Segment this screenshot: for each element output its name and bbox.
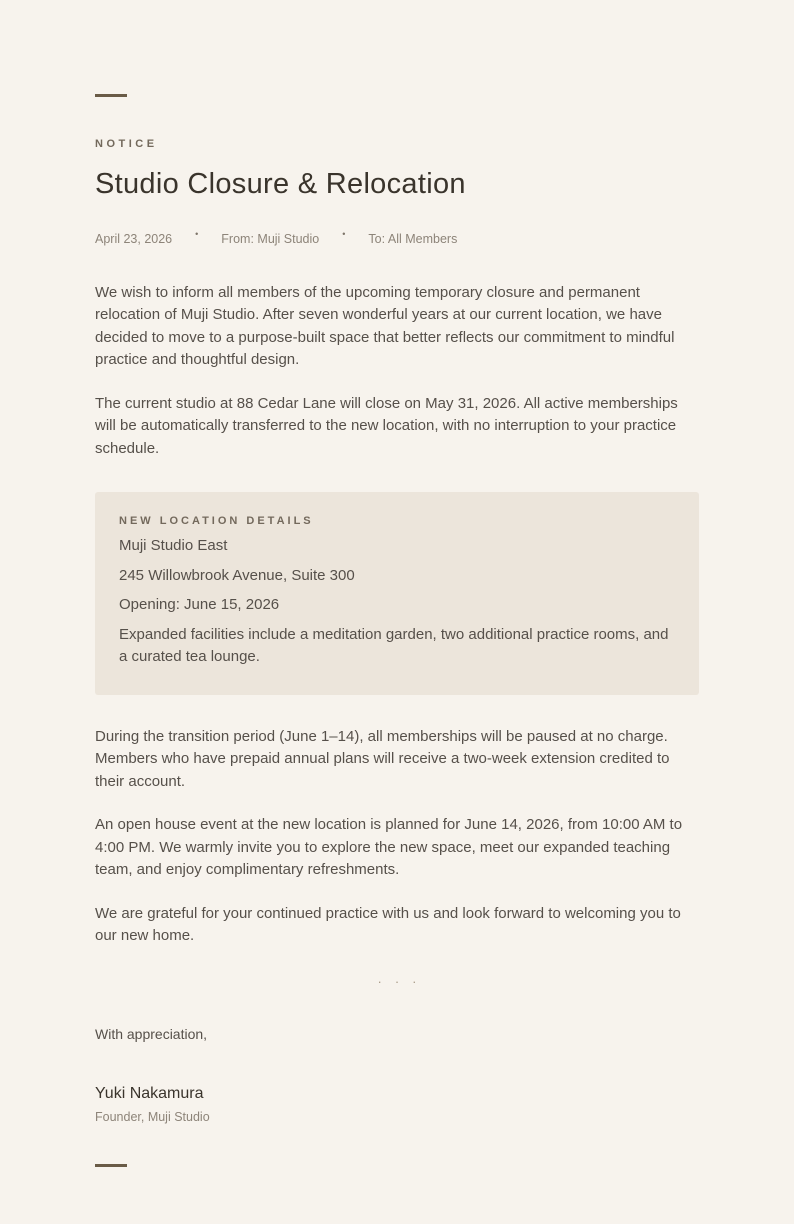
notice-kicker: NOTICE [95, 138, 158, 150]
meta-date: April 23, 2026 [95, 231, 173, 246]
top-accent-rule [95, 94, 127, 97]
notice-meta [95, 228, 699, 246]
meta-to: To: All Members [368, 231, 458, 246]
outro-paragraph: An open house event at the new location is planned for June 14, 2026, from 10:00 AM to 4:00 PM. We warmly invite you to explore the new space, meet our expanded teaching team, and enjoy complimentary refreshments. [95, 816, 683, 879]
new-location-details-box [95, 492, 699, 695]
meta-separator-dot: • [342, 228, 346, 239]
outro-paragraph: We are grateful for your continued practice with us and look forward to welcoming you to our new home. [95, 904, 681, 945]
outro-paragraph: During the transition period (June 1–14), all memberships will be paused at no charge. Members who have prepaid annual plans will receive a two-week extension credited to their account. [95, 727, 670, 790]
location-facilities: Expanded facilities include a meditation garden, two additional practice rooms, and a curated tea lounge. [119, 625, 669, 666]
signature-role: Founder, Muji Studio [95, 1109, 210, 1124]
meta-separator-dot: • [195, 228, 199, 239]
closing-line: With appreciation, [95, 1025, 208, 1042]
location-address: 245 Willowbrook Avenue, Suite 300 [119, 566, 355, 584]
signature-name: Yuki Nakamura [95, 1084, 204, 1102]
intro-paragraph: We wish to inform all members of the upcoming temporary closure and permanent relocation of Muji Studio. After seven wonderful years at our current location, we have decided to move to a purpose-built space that better reflects our commitment to mindful practice and thoughtful design. [95, 283, 675, 369]
intro-paragraph: The current studio at 88 Cedar Lane will close on May 31, 2026. All active memberships will be automatically transferred to the new location, with no interruption to your practice schedule. [95, 394, 678, 457]
bottom-accent-rule [95, 1164, 127, 1167]
meta-from: From: Muji Studio [221, 231, 320, 246]
location-name: Muji Studio East [119, 537, 228, 555]
section-divider-dots: ··· [377, 973, 430, 989]
page-title: Studio Closure & Relocation [95, 168, 466, 200]
location-box-heading: NEW LOCATION DETAILS [119, 515, 314, 528]
location-opening-date: Opening: June 15, 2026 [119, 596, 280, 614]
